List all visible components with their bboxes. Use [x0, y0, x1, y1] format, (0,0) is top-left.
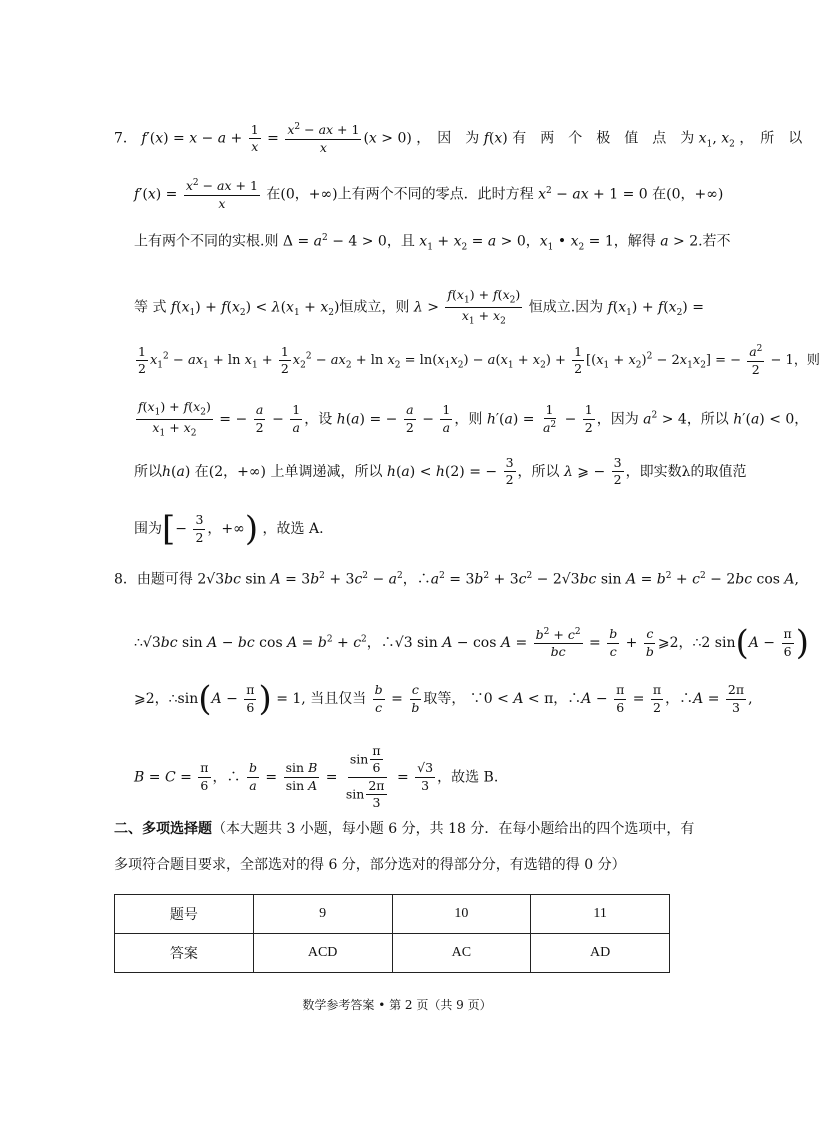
table-cell: 10: [392, 895, 531, 934]
section-2-desc-1: （本大题共 3 小题，每小题 6 分，共 18 分．在每小题给出的四个选项中，有: [212, 821, 695, 837]
table-cell: 题号: [115, 895, 254, 934]
q7-line-7: 所以h(a) 在(2，+∞) 上单调递减，所以 h(a) < h(2) = − $\frac{3}{2}$ ，所以 λ ⩾ − $\frac{3}{2}$ ，即实数λ的取值范: [134, 455, 747, 488]
section-2-line-2: [114, 858, 626, 872]
section-2-line-1: [114, 822, 694, 836]
section-2-title: 二、多项选择题: [114, 821, 212, 837]
table-row: [115, 895, 670, 934]
table-cell: AC: [392, 934, 531, 973]
q7-line-3: 上有两个不同的实根.则 $\Delta = a^2 - 4 > 0$，且 $x_1 + x_2 = a > 0$，$x_1$ • $x_2 = 1$，解得 a > 2.若不: [134, 233, 731, 253]
q7-line-1: 7． f′(x) = x − a + $\frac{1}{x}$ = $\frac{x^2 - ax + 1}{x}$ (x > 0) ， 因 为 f(x) 有 两 个 极 值 点 为 $x_1$, $x_2$ ， 所 以: [114, 121, 803, 155]
table-cell: AD: [531, 934, 670, 973]
answer-table: [114, 894, 670, 973]
q7-line-6: $\frac{f(x_1) + f(x_2)}{x_1 + x_2}$ = − $\frac{a}{2}$ − $\frac{1}{a}$ ，设 h(a) = − $\frac{a}{2}$ − $\frac{1}{a}$ ，则 h′(a) = $\frac{1}{a^2}$ − $\frac{1}{2}$ ，因为 $a^2 > 4$，所以 h′(a) < 0，: [138, 399, 809, 439]
q8-line-1: 8．由题可得 2√3bc $\sin A = 3b^2 + 3c^2 - a^2$，$\therefore a^2 = 3b^2 + 3c^2 - 2√3bc$ $\sin A = b^2 + c^2 - 2bc$ cos A,: [114, 571, 799, 588]
table-cell: ACD: [253, 934, 392, 973]
page-footer: 数学参考答案 • 第 2 页（共 9 页）: [302, 998, 492, 1012]
table-cell: 答案: [115, 934, 254, 973]
q7-line-4: 等 式 $f(x_1) + f(x_2) < \lambda(x_1 + x_2)$恒成立，则 λ > $\frac{f(x_1) + f(x_2)}{x_1 + x_2}$ 恒成立.因为 $f(x_1) + f(x_2)$ =: [134, 287, 704, 327]
q7-line-2: f′(x) = $\frac{x^2 - ax + 1}{x}$ 在(0，+∞)上有两个不同的零点．此时方程 $x^2$ − ax + 1 = 0 在(0，+∞): [134, 178, 724, 211]
table-row: [115, 934, 670, 973]
q7-line-5: $\frac{1}{2}$ $x_1^2 - ax_1 + \ln x_1$ + $\frac{1}{2}$ $x_2^2 - ax_2 + \ln x_2 = \ln(x_1x_2) - a(x_1 + x_2)$ + $\frac{1}{2}$ $[(x_1 + x_2)^2 - 2x_1x_2]$ = − $\frac{a^2}{2}$ − 1，则: [138, 343, 820, 377]
q8-line-2: ∴√3bc sin A − bc $\cos A = b^2 + c^2$，∴√3 sin A − cos A = $\frac{b^2 + c^2}{bc}$ = $\frac{b}{c}$ + $\frac{c}{b}$ ⩾2，∴2 sin(A − $\frac{\pi}{6}$ ): [134, 623, 809, 663]
q8-line-3: ⩾2，∴sin(A − $\frac{\pi}{6}$ ) = 1, 当且仅当 $\frac{b}{c}$ = $\frac{c}{b}$ 取等， ∵0 < A < π，∴A − $\frac{\pi}{6}$ = $\frac{\pi}{2}$ ，∴A = $\frac{2\pi}{3}$ ,: [134, 679, 753, 719]
q8-number: 8．由题可得: [114, 571, 193, 588]
q7-number: 7．: [114, 130, 137, 147]
table-cell: 11: [531, 895, 670, 934]
q7-line-8: 围为[− $\frac{3}{2}$ ，+∞) ，故选 A.: [134, 509, 324, 549]
table-cell: 9: [253, 895, 392, 934]
q8-line-4: B = C = $\frac{\pi}{6}$ ，∴ $\frac{b}{a}$ = $\frac{\text{sin B}}{\text{sin A}}$ = sin $\frac{\pi}{6}$ sin $\frac{2\pi}{3}$ = $\frac{√3}{3}$ ，故选 B.: [134, 743, 499, 811]
section-2-desc-2: 多项符合题目要求，全部选对的得 6 分，部分选对的得部分分，有选错的得 0 分）: [114, 857, 626, 873]
